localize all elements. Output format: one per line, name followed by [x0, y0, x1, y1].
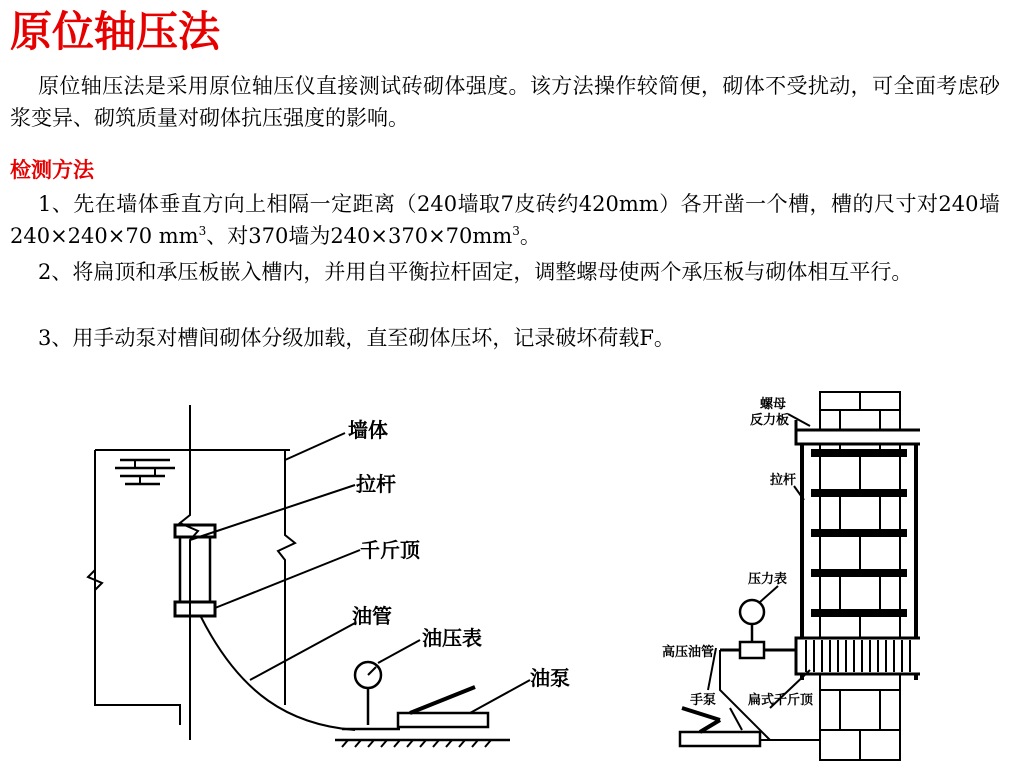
step-1-sup-1: 3	[198, 224, 207, 238]
label-flat-jack: 扁式千斤顶	[748, 693, 814, 708]
label-pipe: 油管	[352, 604, 392, 628]
step-3: 3、用手动泵对槽间砌体分级加载，直至砌体压坏，记录破坏荷载F。	[38, 326, 675, 350]
label-reaction-plate: 反力板	[750, 413, 790, 428]
method-heading: 检测方法	[10, 158, 94, 182]
page-title: 原位轴压法	[10, 7, 221, 56]
label-rod-right: 拉杆	[770, 473, 797, 488]
step-2: 2、将扁顶和承压板嵌入槽内，并用自平衡拉杆固定，调整螺母使两个承压板与砌体相互平行。	[38, 260, 913, 284]
right-diagram	[660, 390, 920, 762]
label-nut: 螺母	[760, 397, 787, 412]
label-pressure-gauge: 压力表	[748, 572, 788, 587]
step-1-text-a: 1、先在墙体垂直方向上相隔一定距离（240墙取7皮砖约420mm）各开凿一个槽，槽的尺寸对240墙240×240×70 mm	[10, 192, 1000, 248]
left-diagram	[80, 395, 600, 765]
step-1-text-b: 、对370墙为240×370×70mm	[206, 224, 513, 248]
label-jack: 千斤顶	[360, 538, 420, 562]
label-hand-pump: 手泵	[690, 693, 717, 708]
step-1	[10, 188, 1000, 252]
label-gauge: 油压表	[422, 626, 482, 650]
step-1-text-c: 。	[519, 224, 541, 248]
label-wall: 墙体	[348, 418, 388, 442]
label-rod: 拉杆	[356, 472, 396, 496]
label-hp-pipe: 高压油管	[662, 645, 715, 660]
label-pump: 油泵	[530, 666, 570, 690]
intro-paragraph: 原位轴压法是采用原位轴压仪直接测试砖砌体强度。该方法操作较简便，砌体不受扰动，可全面考虑砂浆变异、砌筑质量对砌体抗压强度的影响。	[10, 74, 1000, 130]
step-1-sup-2: 3	[512, 224, 520, 238]
